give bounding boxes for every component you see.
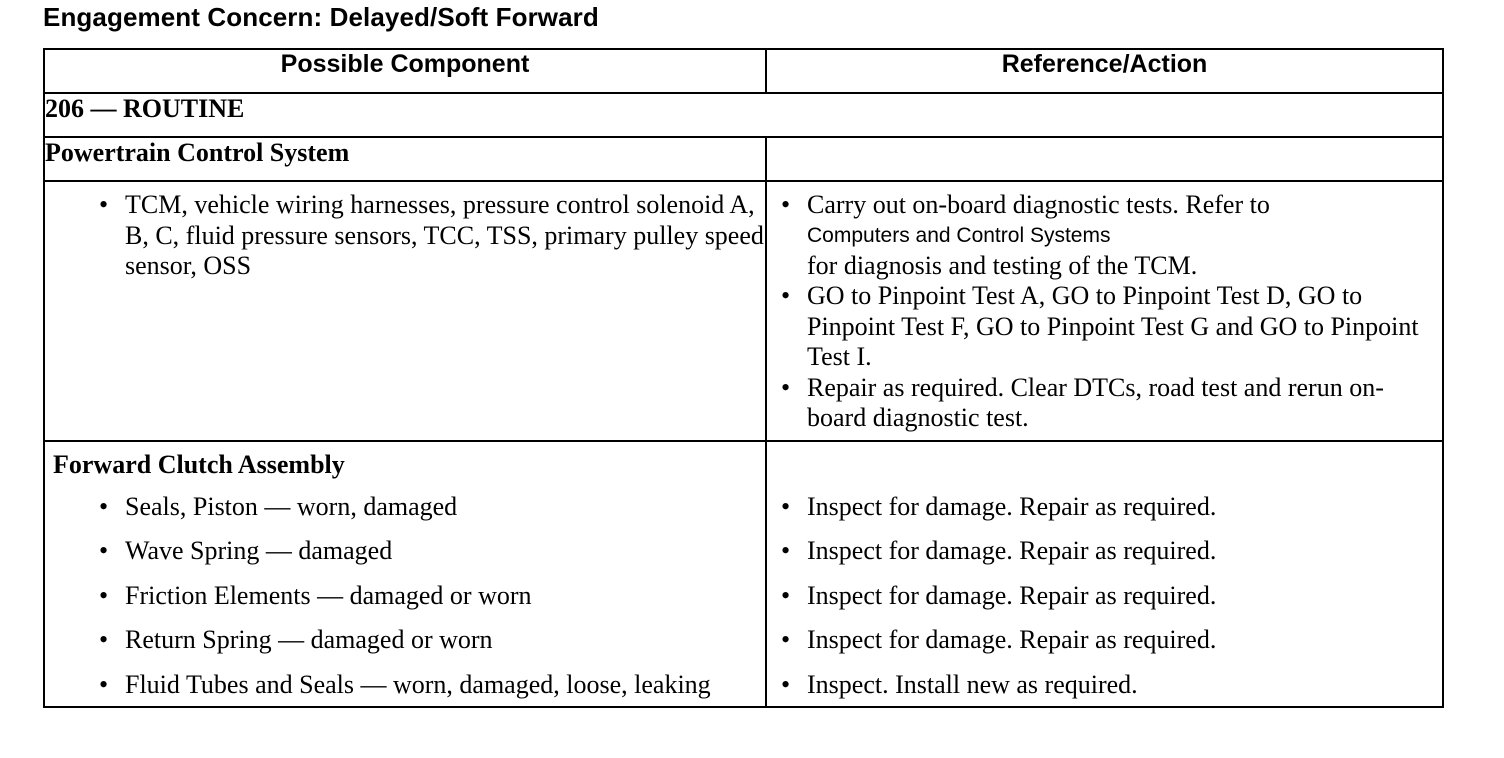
list-item bbox=[45, 619, 765, 664]
forward-clutch-component-list bbox=[45, 486, 765, 701]
powertrain-component-text: TCM, vehicle wiring harnesses, pressure control solenoid A, B, C, fluid pressure sensors, TCC, TSS, primary pulley speed sensor, OSS bbox=[125, 190, 764, 280]
component-text: Return Spring — damaged or worn bbox=[125, 625, 493, 654]
powertrain-component-list bbox=[45, 190, 765, 282]
powertrain-component-cell bbox=[44, 181, 766, 441]
list-item bbox=[767, 619, 1442, 664]
component-text: Friction Elements — damaged or worn bbox=[125, 580, 532, 610]
action-text: Inspect for damage. Repair as required. bbox=[807, 580, 1217, 610]
forward-clutch-block bbox=[44, 441, 1443, 708]
list-item bbox=[767, 664, 1442, 701]
component-text: Fluid Tubes and Seals — worn, damaged, loose, leaking bbox=[125, 669, 711, 699]
forward-clutch-label: Forward Clutch Assembly bbox=[53, 449, 345, 479]
reference-link[interactable]: Computers and Control Systems bbox=[807, 223, 1111, 247]
list-item bbox=[45, 664, 765, 701]
list-item bbox=[45, 486, 765, 531]
forward-clutch-action-list bbox=[767, 486, 1442, 701]
bullet-icon: • bbox=[781, 669, 791, 699]
action-text: Inspect for damage. Repair as required. bbox=[807, 625, 1217, 654]
list-item bbox=[767, 281, 1442, 373]
action-text: Inspect. Install new as required. bbox=[807, 669, 1138, 699]
list-item bbox=[767, 373, 1442, 434]
page-title: Engagement Concern: Delayed/Soft Forward bbox=[43, 2, 599, 32]
bullet-icon: • bbox=[781, 190, 791, 219]
bullet-icon: • bbox=[781, 536, 791, 565]
powertrain-label-empty bbox=[766, 137, 1443, 181]
forward-clutch-component-cell bbox=[44, 441, 766, 708]
powertrain-action-list bbox=[767, 190, 1442, 434]
section-row bbox=[44, 93, 1443, 137]
list-item bbox=[45, 190, 765, 282]
bullet-icon: • bbox=[99, 190, 109, 219]
bullet-icon: • bbox=[99, 580, 109, 610]
bullet-icon: • bbox=[99, 669, 109, 699]
component-text: Wave Spring — damaged bbox=[125, 536, 393, 565]
powertrain-label-row bbox=[44, 137, 1443, 181]
bullet-icon: • bbox=[781, 281, 791, 310]
header-row bbox=[44, 49, 1443, 93]
list-item bbox=[767, 190, 1442, 281]
action-text: Inspect for damage. Repair as required. bbox=[807, 491, 1217, 521]
list-item bbox=[45, 530, 765, 575]
header-possible-component: Possible Component bbox=[44, 49, 766, 93]
action-text: Repair as required. Clear DTCs, road test and rerun on-board diagnostic test. bbox=[807, 372, 1384, 432]
powertrain-action-cell bbox=[766, 181, 1443, 441]
bullet-icon: • bbox=[781, 491, 791, 521]
bullet-icon: • bbox=[99, 625, 109, 654]
header-reference-action: Reference/Action bbox=[766, 49, 1443, 93]
action-text-tail: for diagnosis and testing of the TCM. bbox=[807, 250, 1198, 280]
bullet-icon: • bbox=[99, 491, 109, 521]
action-text: Carry out on-board diagnostic tests. Refer to bbox=[807, 190, 1270, 219]
bullet-icon: • bbox=[99, 536, 109, 565]
section-routine: 206 — ROUTINE bbox=[44, 93, 1443, 137]
forward-clutch-action-cell bbox=[766, 441, 1443, 708]
bullet-icon: • bbox=[781, 580, 791, 610]
action-text: Inspect for damage. Repair as required. bbox=[807, 536, 1217, 565]
list-item bbox=[45, 575, 765, 620]
powertrain-label: Powertrain Control System bbox=[44, 137, 766, 181]
list-item bbox=[767, 486, 1442, 531]
list-item bbox=[767, 530, 1442, 575]
action-text: GO to Pinpoint Test A, GO to Pinpoint Test D, GO to Pinpoint Test F, GO to Pinpoint Test G and GO to Pinpoint Test I. bbox=[807, 281, 1419, 371]
powertrain-detail-row bbox=[44, 181, 1443, 441]
bullet-icon: • bbox=[781, 625, 791, 654]
bullet-icon: • bbox=[781, 372, 791, 402]
diagnosis-table bbox=[43, 48, 1444, 708]
component-text: Seals, Piston — worn, damaged bbox=[125, 491, 458, 521]
list-item bbox=[767, 575, 1442, 620]
